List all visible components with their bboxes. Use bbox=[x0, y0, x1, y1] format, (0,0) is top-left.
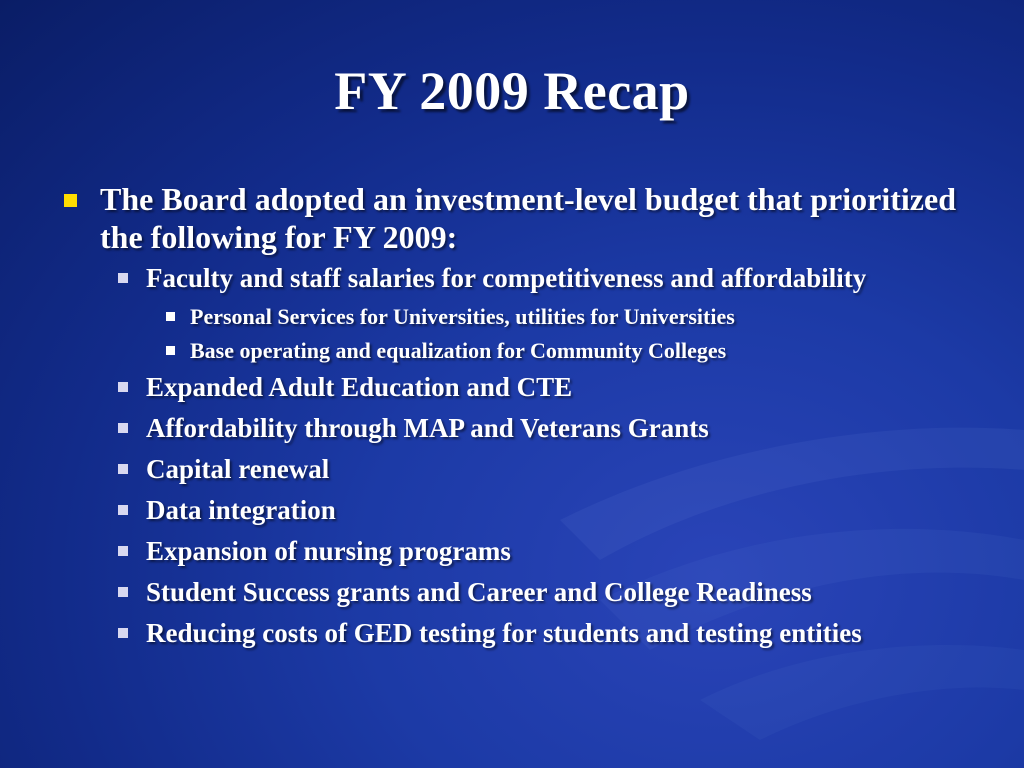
square-bullet-icon bbox=[118, 382, 128, 392]
square-bullet-icon bbox=[118, 628, 128, 638]
bullet-capital-renewal-text: Capital renewal bbox=[146, 454, 330, 484]
bullet-ged bbox=[62, 617, 992, 649]
square-bullet-icon bbox=[118, 587, 128, 597]
bullet-nursing bbox=[62, 535, 992, 567]
bullet-salaries bbox=[62, 262, 992, 294]
bullet-list bbox=[62, 180, 992, 658]
bullet-data-integration bbox=[62, 494, 992, 526]
bullet-ged-text: Reducing costs of GED testing for students and testing entities bbox=[146, 618, 862, 648]
bullet-capital-renewal bbox=[62, 453, 992, 485]
square-bullet-icon bbox=[118, 464, 128, 474]
square-bullet-icon bbox=[118, 505, 128, 515]
square-bullet-icon bbox=[166, 312, 175, 321]
slide-title: FY 2009 Recap bbox=[334, 61, 690, 121]
bullet-data-integration-text: Data integration bbox=[146, 495, 336, 525]
bullet-salaries-text: Faculty and staff salaries for competitiveness and affordability bbox=[146, 263, 867, 293]
bullet-main bbox=[62, 180, 992, 256]
square-bullet-icon bbox=[118, 423, 128, 433]
square-bullet-icon bbox=[166, 346, 175, 355]
bullet-student-success bbox=[62, 576, 992, 608]
bullet-affordability-text: Affordability through MAP and Veterans Grants bbox=[146, 413, 709, 443]
square-bullet-icon bbox=[118, 273, 128, 283]
square-bullet-icon bbox=[64, 194, 77, 207]
bullet-nursing-text: Expansion of nursing programs bbox=[146, 536, 511, 566]
bullet-affordability bbox=[62, 412, 992, 444]
bullet-base-operating-text: Base operating and equalization for Community Colleges bbox=[190, 338, 727, 363]
bullet-adult-education-text: Expanded Adult Education and CTE bbox=[146, 372, 573, 402]
bullet-student-success-text: Student Success grants and Career and College Readiness bbox=[146, 577, 812, 607]
bullet-adult-education bbox=[62, 371, 992, 403]
bullet-personal-services bbox=[62, 303, 992, 331]
bullet-personal-services-text: Personal Services for Universities, utilities for Universities bbox=[190, 304, 735, 329]
square-bullet-icon bbox=[118, 546, 128, 556]
bullet-base-operating bbox=[62, 337, 992, 365]
bullet-main-text: The Board adopted an investment-level budget that prioritized the following for FY 2009: bbox=[100, 181, 956, 255]
